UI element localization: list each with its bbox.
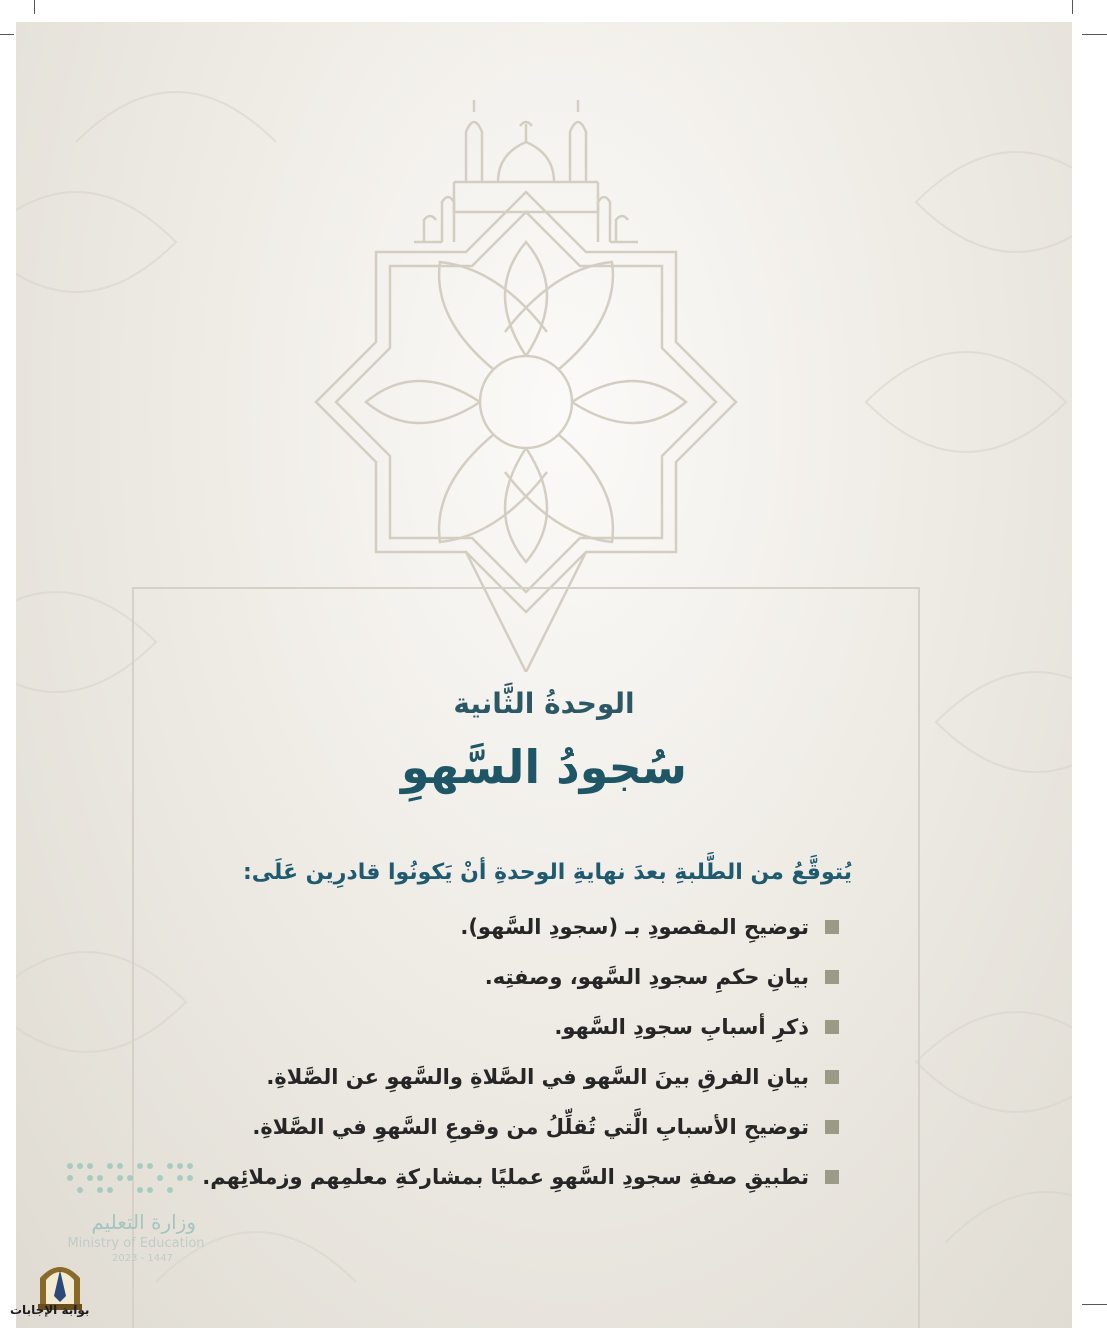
- objective-text: توضيحِ الأسبابِ الَّتي تُقلِّلُ من وقوعِ السَّهوِ في الصَّلاةِ.: [252, 1115, 809, 1139]
- crop-mark: [1082, 34, 1107, 35]
- ministry-name-english: Ministry of Education: [67, 1236, 205, 1251]
- ministry-name: وزارة التعليم: [91, 1210, 196, 1234]
- objectives-list: [139, 912, 839, 1212]
- square-bullet-icon: [825, 1120, 839, 1134]
- objective-text: تطبيقِ صفةِ سجودِ السَّهوِ عمليًا بمشاركةِ معلمِهم وزملائِهم.: [202, 1165, 809, 1189]
- bawaba-logo-icon: [28, 1256, 92, 1310]
- objective-item: [139, 1062, 839, 1112]
- objectives-intro: يُتوقَّعُ من الطَّلبةِ بعدَ نهايةِ الوحدةِ أنْ يَكونُوا قادرِين عَلَى:: [242, 860, 852, 885]
- crop-mark: [34, 0, 35, 14]
- objective-item: [139, 912, 839, 962]
- objective-item: [139, 1012, 839, 1062]
- objective-item: [139, 1162, 839, 1212]
- square-bullet-icon: [825, 920, 839, 934]
- crop-mark: [1082, 1304, 1107, 1305]
- square-bullet-icon: [825, 1020, 839, 1034]
- bawaba-watermark: بوابة الإجابات: [10, 1303, 90, 1317]
- crop-mark: [1072, 0, 1073, 14]
- crop-mark: [0, 34, 14, 35]
- square-bullet-icon: [825, 1170, 839, 1184]
- objective-text: توضيحِ المقصودِ بـ (سجودِ السَّهو).: [460, 915, 809, 939]
- square-bullet-icon: [825, 970, 839, 984]
- unit-cover-page: [16, 22, 1072, 1328]
- objective-text: ذكرِ أسبابِ سجودِ السَّهو.: [554, 1015, 809, 1039]
- mosque-star-ornament: [294, 92, 758, 672]
- objective-text: بيانِ الفرقِ بينَ السَّهو في الصَّلاةِ والسَّهوِ عن الصَّلاةِ.: [266, 1065, 809, 1089]
- objective-item: [139, 1112, 839, 1162]
- objective-item: [139, 962, 839, 1012]
- objective-text: بيانِ حكمِ سجودِ السَّهو، وصفتِه.: [484, 965, 809, 989]
- unit-number: الوحدةُ الثَّانية: [453, 687, 635, 720]
- unit-title: سُجودُ السَّهوِ: [401, 740, 687, 794]
- square-bullet-icon: [825, 1070, 839, 1084]
- ministry-dots-icon: [60, 1156, 200, 1206]
- ministry-year: 2023 - 1447: [112, 1253, 173, 1264]
